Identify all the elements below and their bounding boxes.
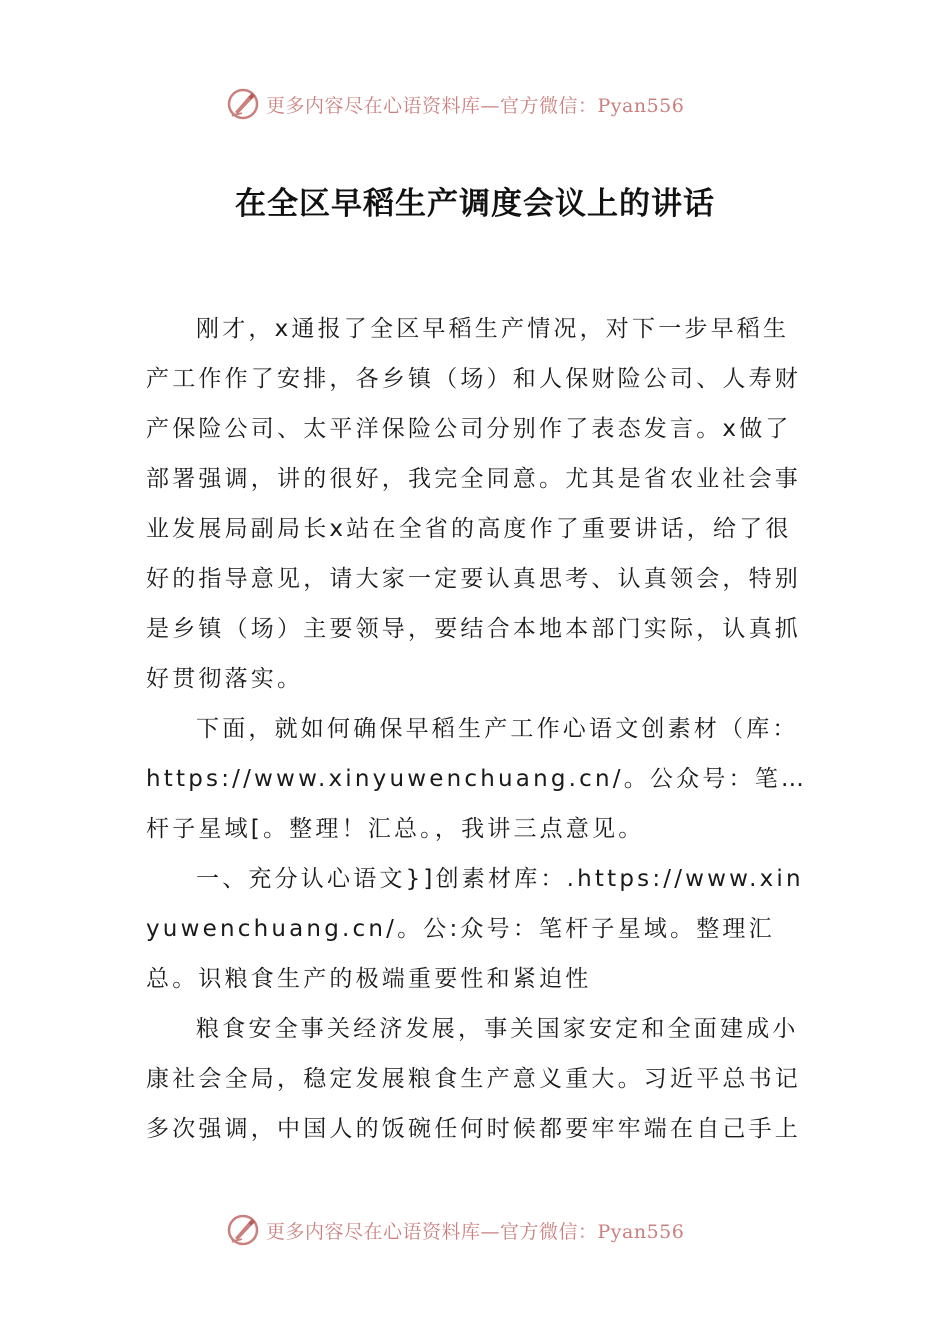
document-title: 在全区早稻生产调度会议上的讲话	[235, 186, 715, 222]
header-banner-text: 更多内容尽在心语资料库—官方微信：Pyan556	[266, 94, 685, 117]
footer-banner-text: 更多内容尽在心语资料库—官方微信：Pyan556	[266, 1220, 685, 1243]
pen-logo-icon	[226, 1213, 260, 1247]
body-paragraph: 下面，就如何确保早稻生产工作心语文创素材（库：https://www.xinyuwenchuang.cn/。公众号：笔…杆子星域[。整理！汇总。，我讲三点意见。	[146, 716, 808, 842]
document-body	[146, 304, 810, 1154]
body-paragraph: 粮食安全事关经济发展，事关国家安定和全面建成小康社会全局，稳定发展粮食生产意义重大。习近平总书记多次强调，中国人的饭碗任何时候都要牢牢端在自己手上	[146, 1016, 801, 1142]
body-paragraph: 刚才，x通报了全区早稻生产情况，对下一步早稻生产工作作了安排，各乡镇（场）和人保财险公司、人寿财产保险公司、太平洋保险公司分别作了表态发言。x做了部署强调，讲的很好，我完全同意。尤其是省农业社会事业发展局副局长x站在全省的高度作了重要讲话，给了很好的指导意见，请大家一定要认真思考、认真领会，特别是乡镇（场）主要领导，要结合本地本部门实际，认真抓好贯彻落实。	[146, 316, 801, 692]
body-paragraph: 一、充分认心语文}]创素材库：.https://www.xinyuwenchuang.cn/。公:众号：笔杆子星域。整理汇总。识粮食生产的极端重要性和紧迫性	[146, 866, 804, 992]
header-banner	[226, 84, 746, 124]
footer-banner	[226, 1210, 746, 1250]
pen-logo-icon	[226, 87, 260, 121]
